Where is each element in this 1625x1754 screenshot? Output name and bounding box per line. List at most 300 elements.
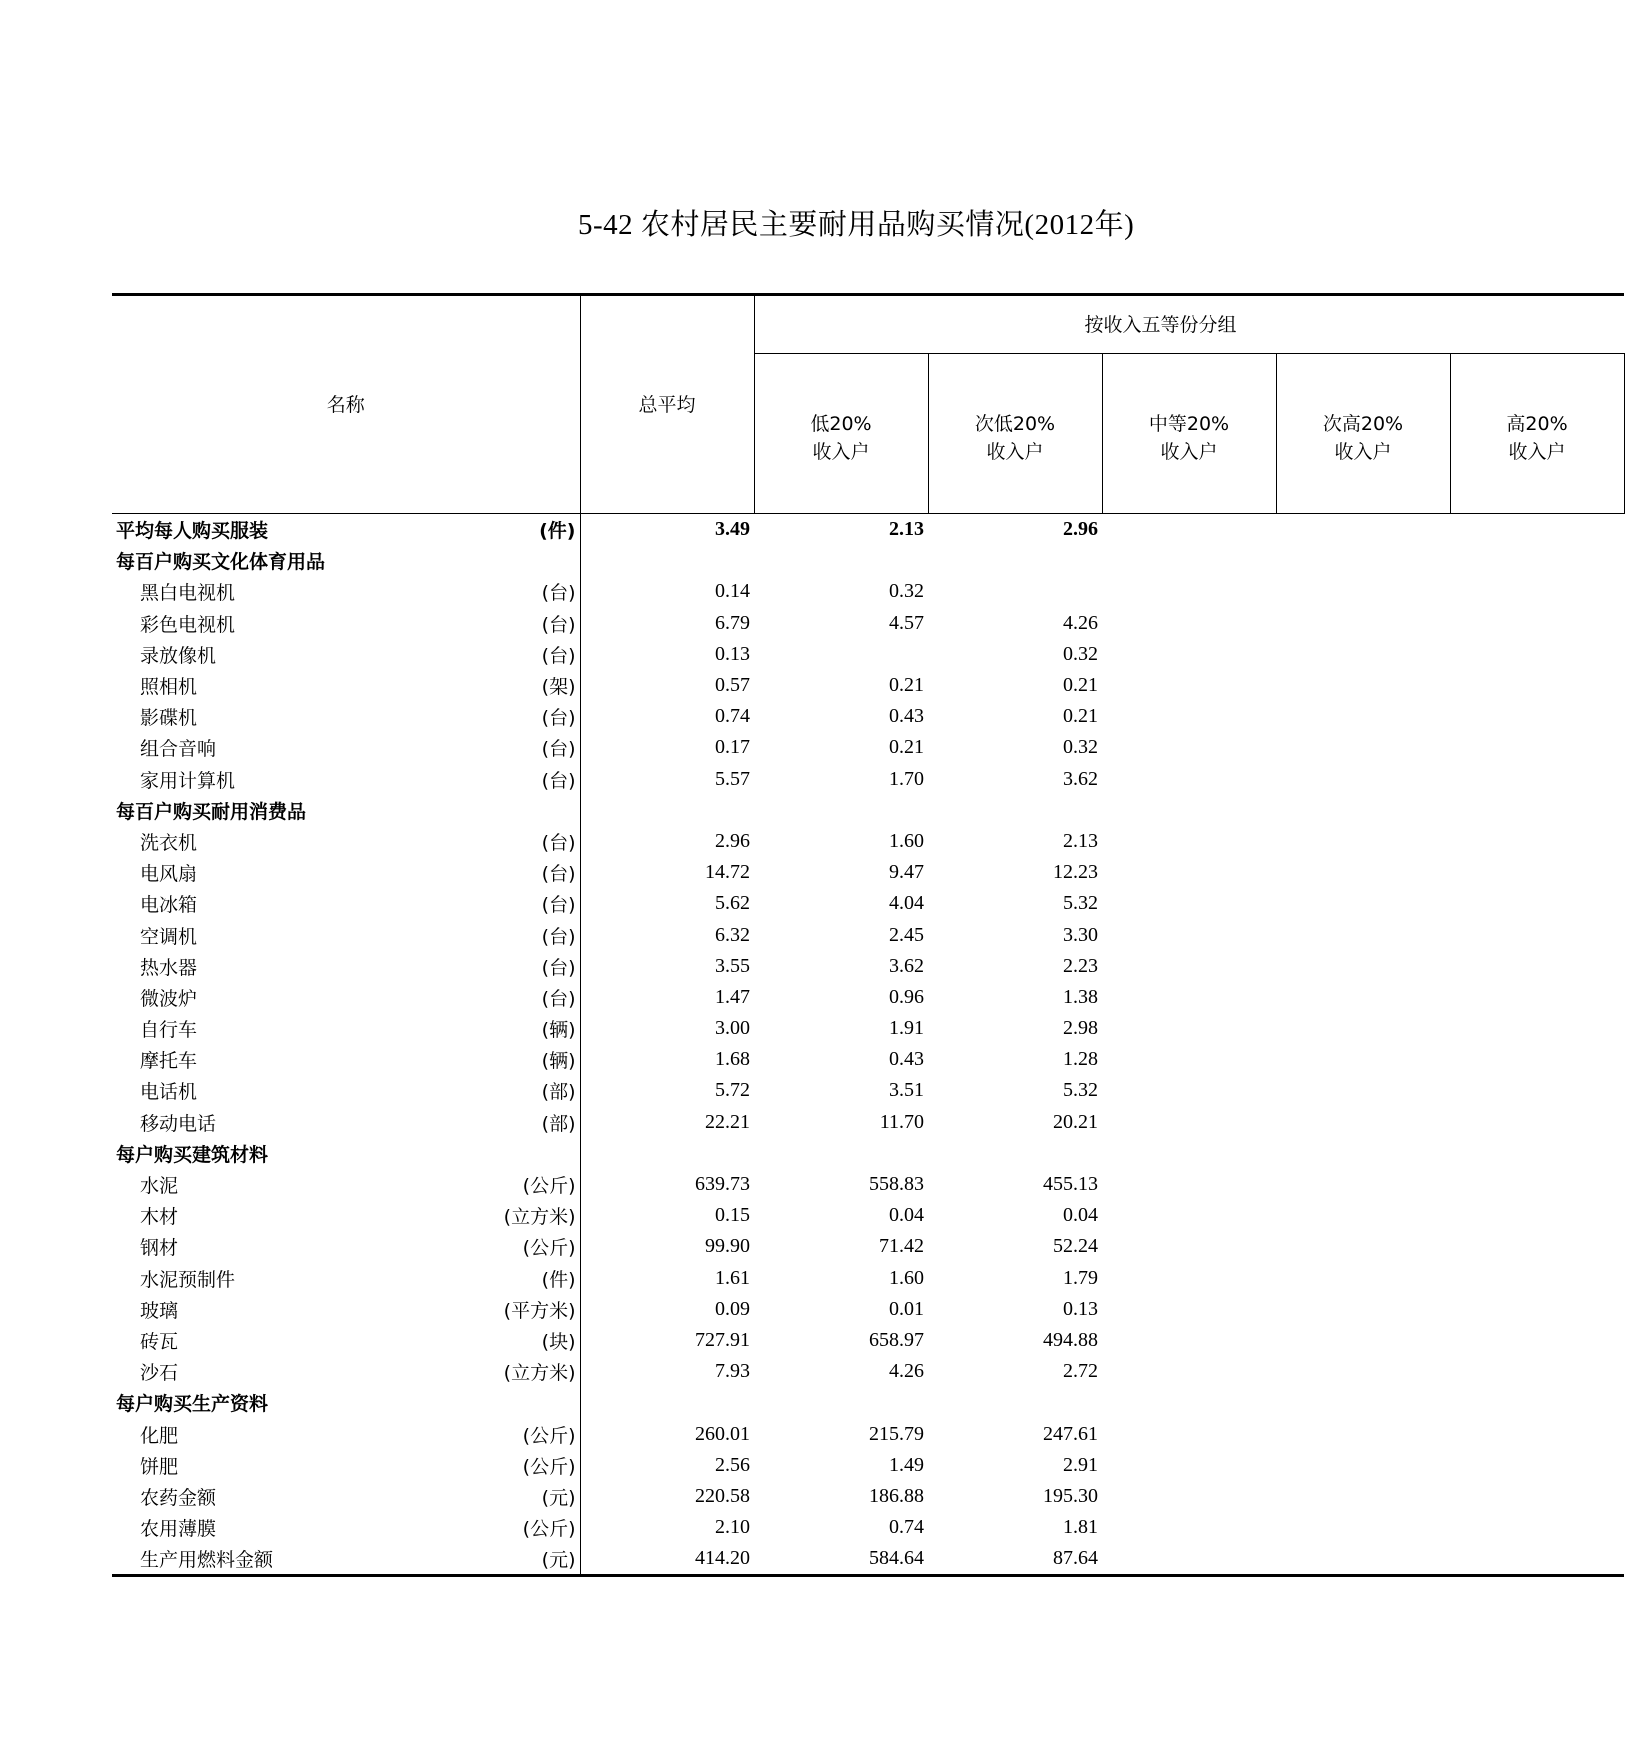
- income-group-value-cell: [1450, 1512, 1624, 1543]
- income-group-value-cell: [1276, 1044, 1450, 1075]
- row-name-cell: [112, 795, 580, 826]
- total-value-cell: 99.90: [705, 1235, 750, 1258]
- row-name-cell: [112, 1356, 580, 1387]
- row-name-cell: [112, 1418, 580, 1449]
- income-group-value-cell: 2.23: [1063, 954, 1098, 977]
- row-unit: (块): [541, 1330, 576, 1353]
- income-group-value-cell: [1450, 982, 1624, 1013]
- income-group-value-cell: 5.32: [1063, 892, 1098, 915]
- total-value-cell: 727.91: [695, 1328, 750, 1351]
- income-group-value-cell: 0.43: [889, 705, 924, 728]
- row-label: 沙石: [140, 1362, 179, 1385]
- row-label: 平均每人购买服装: [116, 520, 269, 543]
- total-value-cell: 260.01: [695, 1422, 750, 1445]
- total-value-cell: 414.20: [580, 1543, 754, 1576]
- income-group-value-cell: [1276, 1387, 1450, 1418]
- income-group-value-cell: 0.32: [1063, 642, 1098, 665]
- row-unit: (件): [539, 520, 576, 543]
- income-group-value-cell: 1.81: [1063, 1516, 1098, 1539]
- row-label: 洗衣机: [140, 831, 198, 854]
- income-group-value-cell: 0.01: [889, 1297, 924, 1320]
- income-group-value-cell: [1102, 732, 1276, 763]
- income-group-value-cell: [1276, 701, 1450, 732]
- income-group-value-cell: [1450, 732, 1624, 763]
- income-group-value-cell: 2.91: [1063, 1453, 1098, 1476]
- total-value-cell: 7.93: [715, 1360, 750, 1383]
- table-row: [112, 1356, 1624, 1387]
- row-name-cell: [112, 1387, 580, 1418]
- income-group-value-cell: 0.32: [1063, 736, 1098, 759]
- income-group-value-cell: [1450, 857, 1624, 888]
- income-group-value-cell: 0.04: [889, 1204, 924, 1227]
- row-name-cell: [112, 951, 580, 982]
- income-group-value-cell: [1276, 670, 1450, 701]
- row-name-cell: [112, 1231, 580, 1262]
- row-unit: (台): [541, 707, 576, 730]
- income-group-value-cell: [1102, 1044, 1276, 1075]
- income-group-value-cell: [1276, 826, 1450, 857]
- income-group-value-cell: 247.61: [1043, 1422, 1098, 1445]
- total-value-cell: 3.00: [715, 1017, 750, 1040]
- income-group-value-cell: [1102, 1013, 1276, 1044]
- income-group-value-cell: [1276, 795, 1450, 826]
- row-name-cell: [112, 639, 580, 670]
- table-row: [112, 951, 1624, 982]
- table-row: [112, 1481, 1624, 1512]
- income-group-value-cell: [1102, 1512, 1276, 1543]
- income-group-value-cell: [1276, 888, 1450, 919]
- income-group-value-cell: [1102, 1200, 1276, 1231]
- income-group-value-cell: [1450, 1200, 1624, 1231]
- header-sub-col: 次高20% 收入户: [1276, 354, 1450, 514]
- income-group-value-cell: [1276, 764, 1450, 795]
- income-group-value-cell: 12.23: [1053, 861, 1098, 884]
- row-unit: (件): [541, 1268, 576, 1291]
- income-group-value-cell: 87.64: [928, 1543, 1102, 1576]
- income-group-value-cell: [1276, 639, 1450, 670]
- table-row: [112, 1169, 1624, 1200]
- total-value-cell: 1.68: [715, 1048, 750, 1071]
- income-group-value-cell: [1450, 1294, 1624, 1325]
- income-group-value-cell: [1450, 764, 1624, 795]
- income-group-value-cell: 3.51: [889, 1079, 924, 1102]
- row-label: 录放像机: [140, 644, 217, 667]
- table-section-row: [112, 514, 1624, 546]
- row-label: 照相机: [140, 676, 198, 699]
- income-group-value-cell: [1450, 1387, 1624, 1418]
- income-group-value-cell: [928, 795, 1102, 826]
- income-group-value-cell: [1450, 670, 1624, 701]
- income-group-value-cell: [1276, 857, 1450, 888]
- income-group-value-cell: [1450, 1107, 1624, 1138]
- income-group-value-cell: 52.24: [1053, 1235, 1098, 1258]
- row-unit: (辆): [541, 1050, 576, 1073]
- row-unit: (台): [541, 582, 576, 605]
- table-header: [112, 295, 1624, 514]
- row-name-cell: [112, 701, 580, 732]
- income-group-value-cell: [1276, 608, 1450, 639]
- row-label: 木材: [140, 1206, 179, 1229]
- income-group-value-cell: [1450, 1013, 1624, 1044]
- table-row: [112, 701, 1624, 732]
- income-group-value-cell: 1.49: [889, 1453, 924, 1476]
- total-value-cell: 0.09: [715, 1297, 750, 1320]
- income-group-value-cell: 3.62: [889, 954, 924, 977]
- income-group-value-cell: 4.04: [889, 892, 924, 915]
- table-section-row: [112, 795, 1624, 826]
- income-group-value-cell: [1276, 1231, 1450, 1262]
- row-label: 自行车: [140, 1019, 198, 1042]
- row-unit: (台): [541, 987, 576, 1010]
- row-name-cell: [112, 1075, 580, 1106]
- row-label: 影碟机: [140, 707, 198, 730]
- income-group-value-cell: [1276, 514, 1450, 546]
- income-group-value-cell: [1276, 951, 1450, 982]
- table-row: [112, 670, 1624, 701]
- income-group-value-cell: 0.21: [889, 674, 924, 697]
- row-unit: (元): [541, 1549, 576, 1572]
- row-name-cell: [112, 608, 580, 639]
- income-group-value-cell: 658.97: [869, 1328, 924, 1351]
- total-value-cell: [580, 1138, 754, 1169]
- table-body: [112, 514, 1624, 1576]
- income-group-value-cell: [1276, 1200, 1450, 1231]
- total-value-cell: 2.96: [715, 829, 750, 852]
- income-group-value-cell: [1276, 1356, 1450, 1387]
- table-row: [112, 1450, 1624, 1481]
- row-unit: (立方米): [503, 1206, 576, 1229]
- income-group-value-cell: [754, 545, 928, 576]
- income-group-value-cell: [928, 576, 1102, 607]
- income-group-value-cell: 4.26: [1063, 611, 1098, 634]
- income-group-value-cell: [1102, 670, 1276, 701]
- total-value-cell: 6.32: [715, 923, 750, 946]
- row-unit: (台): [541, 894, 576, 917]
- row-name-cell: [112, 1325, 580, 1356]
- income-group-value-cell: [1450, 1138, 1624, 1169]
- income-group-value-cell: 215.79: [869, 1422, 924, 1445]
- income-group-value-cell: [1450, 1044, 1624, 1075]
- row-name-cell: [112, 982, 580, 1013]
- income-group-value-cell: [1450, 1325, 1624, 1356]
- table-row: [112, 576, 1624, 607]
- income-group-value-cell: 2.96: [1063, 518, 1098, 541]
- income-group-value-cell: 20.21: [1053, 1110, 1098, 1133]
- row-unit: (架): [541, 676, 576, 699]
- row-name-cell: [112, 670, 580, 701]
- row-name-cell: [112, 1543, 580, 1576]
- row-unit: (公斤): [522, 1424, 576, 1447]
- table-row: [112, 982, 1624, 1013]
- income-group-value-cell: [1102, 1169, 1276, 1200]
- row-label: 饼肥: [140, 1455, 179, 1478]
- row-unit: (台): [541, 769, 576, 792]
- total-value-cell: 6.79: [715, 611, 750, 634]
- income-group-value-cell: 0.43: [889, 1048, 924, 1071]
- income-group-value-cell: [1450, 514, 1624, 546]
- income-group-value-cell: [1102, 514, 1276, 546]
- income-group-value-cell: [1102, 701, 1276, 732]
- income-group-value-cell: 3.30: [1063, 923, 1098, 946]
- total-value-cell: 3.49: [715, 518, 750, 541]
- total-value-cell: 0.15: [715, 1204, 750, 1227]
- row-name-cell: [112, 1450, 580, 1481]
- row-label: 电冰箱: [140, 894, 198, 917]
- row-unit: (台): [541, 925, 576, 948]
- income-group-value-cell: 1.60: [889, 1266, 924, 1289]
- income-group-value-cell: [1450, 701, 1624, 732]
- table-row: [112, 1075, 1624, 1106]
- table-row: [112, 732, 1624, 763]
- row-unit: (立方米): [503, 1362, 576, 1385]
- income-group-value-cell: [1450, 1418, 1624, 1449]
- income-group-value-cell: 0.32: [889, 580, 924, 603]
- row-name-cell: [112, 732, 580, 763]
- income-group-value-cell: [1276, 1107, 1450, 1138]
- total-value-cell: [580, 545, 754, 576]
- income-group-value-cell: [1102, 982, 1276, 1013]
- income-group-value-cell: 1.79: [1063, 1266, 1098, 1289]
- income-group-value-cell: 71.42: [879, 1235, 924, 1258]
- income-group-value-cell: [1102, 639, 1276, 670]
- income-group-value-cell: [1276, 982, 1450, 1013]
- table-row: [112, 1325, 1624, 1356]
- row-unit: (公斤): [522, 1518, 576, 1541]
- income-group-value-cell: [1276, 1294, 1450, 1325]
- row-unit: (部): [541, 1112, 576, 1135]
- income-group-value-cell: [1102, 608, 1276, 639]
- income-group-value-cell: 584.64: [754, 1543, 928, 1576]
- row-unit: (台): [541, 863, 576, 886]
- row-name-cell: [112, 919, 580, 950]
- total-value-cell: 639.73: [695, 1173, 750, 1196]
- income-group-value-cell: [1450, 545, 1624, 576]
- row-label: 每户购买生产资料: [116, 1393, 269, 1416]
- income-group-value-cell: [1276, 1512, 1450, 1543]
- income-group-value-cell: [1276, 1138, 1450, 1169]
- row-unit: (公斤): [522, 1237, 576, 1260]
- row-name-cell: [112, 1107, 580, 1138]
- income-group-value-cell: 2.13: [889, 518, 924, 541]
- title-clip: [578, 200, 1135, 250]
- row-label: 空调机: [140, 925, 198, 948]
- income-group-value-cell: [1450, 576, 1624, 607]
- table-section-row: [112, 545, 1624, 576]
- row-label: 热水器: [140, 956, 198, 979]
- income-group-value-cell: [1450, 1169, 1624, 1200]
- header-name: 名称: [112, 295, 580, 514]
- income-group-value-cell: [1450, 1481, 1624, 1512]
- income-group-value-cell: [1102, 576, 1276, 607]
- total-value-cell: 3.55: [715, 954, 750, 977]
- row-name-cell: [112, 1512, 580, 1543]
- row-name-cell: [112, 826, 580, 857]
- income-group-value-cell: [1450, 1450, 1624, 1481]
- income-group-value-cell: 1.70: [889, 767, 924, 790]
- income-group-value-cell: [1102, 1138, 1276, 1169]
- income-group-value-cell: [1102, 1231, 1276, 1262]
- row-unit: (台): [541, 613, 576, 636]
- row-label: 电风扇: [140, 863, 198, 886]
- total-value-cell: 1.61: [715, 1266, 750, 1289]
- income-group-value-cell: [1276, 1075, 1450, 1106]
- income-group-value-cell: [1102, 1450, 1276, 1481]
- row-label: 移动电话: [140, 1112, 217, 1135]
- income-group-value-cell: [754, 795, 928, 826]
- table-row: [112, 1512, 1624, 1543]
- table-clip: [112, 293, 1568, 1583]
- header-income-group: 按收入五等份分组: [754, 295, 1624, 354]
- table-row: [112, 608, 1624, 639]
- total-value-cell: 5.62: [715, 892, 750, 915]
- row-unit: (元): [541, 1486, 576, 1509]
- income-group-value-cell: [928, 545, 1102, 576]
- table-row: [112, 1418, 1624, 1449]
- row-label: 农药金额: [140, 1486, 217, 1509]
- header-sub-col: 中等20% 收入户: [1102, 354, 1276, 514]
- table-row: [112, 826, 1624, 857]
- table-row: [112, 639, 1624, 670]
- data-table: [112, 293, 1625, 1577]
- income-group-value-cell: 4.26: [889, 1360, 924, 1383]
- income-group-value-cell: [1276, 919, 1450, 950]
- income-group-value-cell: 0.21: [1063, 674, 1098, 697]
- income-group-value-cell: 2.72: [1063, 1360, 1098, 1383]
- total-value-cell: 0.13: [715, 642, 750, 665]
- income-group-value-cell: 3.62: [1063, 767, 1098, 790]
- income-group-value-cell: [1102, 1075, 1276, 1106]
- table-row: [112, 857, 1624, 888]
- row-label: 水泥: [140, 1175, 179, 1198]
- row-unit: (辆): [541, 1019, 576, 1042]
- income-group-value-cell: [1102, 826, 1276, 857]
- row-name-cell: [112, 1138, 580, 1169]
- income-group-value-cell: [1102, 857, 1276, 888]
- total-value-cell: 0.74: [715, 705, 750, 728]
- row-label: 黑白电视机: [140, 582, 236, 605]
- income-group-value-cell: [1102, 1543, 1276, 1576]
- income-group-value-cell: 0.74: [889, 1516, 924, 1539]
- row-label: 摩托车: [140, 1050, 198, 1073]
- income-group-value-cell: 0.21: [1063, 705, 1098, 728]
- table-row: [112, 1294, 1624, 1325]
- income-group-value-cell: [1450, 1231, 1624, 1262]
- total-value-cell: 2.56: [715, 1453, 750, 1476]
- total-value-cell: 0.17: [715, 736, 750, 759]
- income-group-value-cell: [1102, 1325, 1276, 1356]
- row-label: 组合音响: [140, 738, 217, 761]
- row-name-cell: [112, 514, 580, 546]
- income-group-value-cell: 558.83: [869, 1173, 924, 1196]
- row-name-cell: [112, 888, 580, 919]
- income-group-value-cell: [1102, 1418, 1276, 1449]
- income-group-value-cell: 455.13: [1043, 1173, 1098, 1196]
- income-group-value-cell: 9.47: [889, 861, 924, 884]
- row-unit: (台): [541, 644, 576, 667]
- income-group-value-cell: [1450, 608, 1624, 639]
- income-group-value-cell: 5.32: [1063, 1079, 1098, 1102]
- income-group-value-cell: 195.30: [1043, 1484, 1098, 1507]
- income-group-value-cell: [928, 1387, 1102, 1418]
- income-group-value-cell: [1450, 1075, 1624, 1106]
- income-group-value-cell: [1102, 1387, 1276, 1418]
- income-group-value-cell: 0.21: [889, 736, 924, 759]
- header-sub-col: 高20% 收入户: [1450, 354, 1624, 514]
- income-group-value-cell: [1276, 732, 1450, 763]
- income-group-value-cell: [1102, 1263, 1276, 1294]
- total-value-cell: 0.57: [715, 674, 750, 697]
- table-row: [112, 764, 1624, 795]
- total-value-cell: [580, 1387, 754, 1418]
- row-label: 玻璃: [140, 1299, 179, 1322]
- income-group-value-cell: [1102, 951, 1276, 982]
- row-label: 家用计算机: [140, 769, 236, 792]
- income-group-value-cell: 0.04: [1063, 1204, 1098, 1227]
- income-group-value-cell: [1450, 1356, 1624, 1387]
- income-group-value-cell: [1276, 545, 1450, 576]
- income-group-value-cell: [1276, 1481, 1450, 1512]
- income-group-value-cell: 2.98: [1063, 1017, 1098, 1040]
- row-name-cell: [112, 576, 580, 607]
- row-unit: (台): [541, 831, 576, 854]
- total-value-cell: 5.72: [715, 1079, 750, 1102]
- income-group-value-cell: [1102, 795, 1276, 826]
- row-label: 化肥: [140, 1424, 179, 1447]
- row-label: 微波炉: [140, 987, 198, 1010]
- income-group-value-cell: 1.38: [1063, 985, 1098, 1008]
- total-value-cell: 14.72: [705, 861, 750, 884]
- income-group-value-cell: 2.45: [889, 923, 924, 946]
- income-group-value-cell: 4.57: [889, 611, 924, 634]
- income-group-value-cell: [1276, 1169, 1450, 1200]
- table-row: [112, 1044, 1624, 1075]
- income-group-value-cell: [1102, 1356, 1276, 1387]
- income-group-value-cell: 1.60: [889, 829, 924, 852]
- row-name-cell: [112, 1263, 580, 1294]
- income-group-value-cell: [1102, 1481, 1276, 1512]
- income-group-value-cell: [1102, 1107, 1276, 1138]
- income-group-value-cell: 0.13: [1063, 1297, 1098, 1320]
- row-label: 水泥预制件: [140, 1268, 236, 1291]
- income-group-value-cell: 1.28: [1063, 1048, 1098, 1071]
- total-value-cell: [580, 795, 754, 826]
- row-name-cell: [112, 1013, 580, 1044]
- income-group-value-cell: [754, 1387, 928, 1418]
- row-name-cell: [112, 857, 580, 888]
- total-value-cell: 5.57: [715, 767, 750, 790]
- total-value-cell: 220.58: [695, 1484, 750, 1507]
- table-row: [112, 919, 1624, 950]
- income-group-value-cell: [1276, 1263, 1450, 1294]
- income-group-value-cell: [1450, 1543, 1624, 1576]
- income-group-value-cell: [1102, 888, 1276, 919]
- income-group-value-cell: 494.88: [1043, 1328, 1098, 1351]
- income-group-value-cell: 1.91: [889, 1017, 924, 1040]
- income-group-value-cell: [928, 1138, 1102, 1169]
- row-unit: (部): [541, 1081, 576, 1104]
- row-name-cell: [112, 1481, 580, 1512]
- row-unit: (台): [541, 956, 576, 979]
- row-label: 砖瓦: [140, 1330, 179, 1353]
- row-label: 每户购买建筑材料: [116, 1143, 269, 1166]
- income-group-value-cell: [1102, 919, 1276, 950]
- row-label: 彩色电视机: [140, 613, 236, 636]
- row-unit: (台): [541, 738, 576, 761]
- row-name-cell: [112, 1294, 580, 1325]
- total-value-cell: 22.21: [705, 1110, 750, 1133]
- header-sub-col: 次低20% 收入户: [928, 354, 1102, 514]
- total-value-cell: 1.47: [715, 985, 750, 1008]
